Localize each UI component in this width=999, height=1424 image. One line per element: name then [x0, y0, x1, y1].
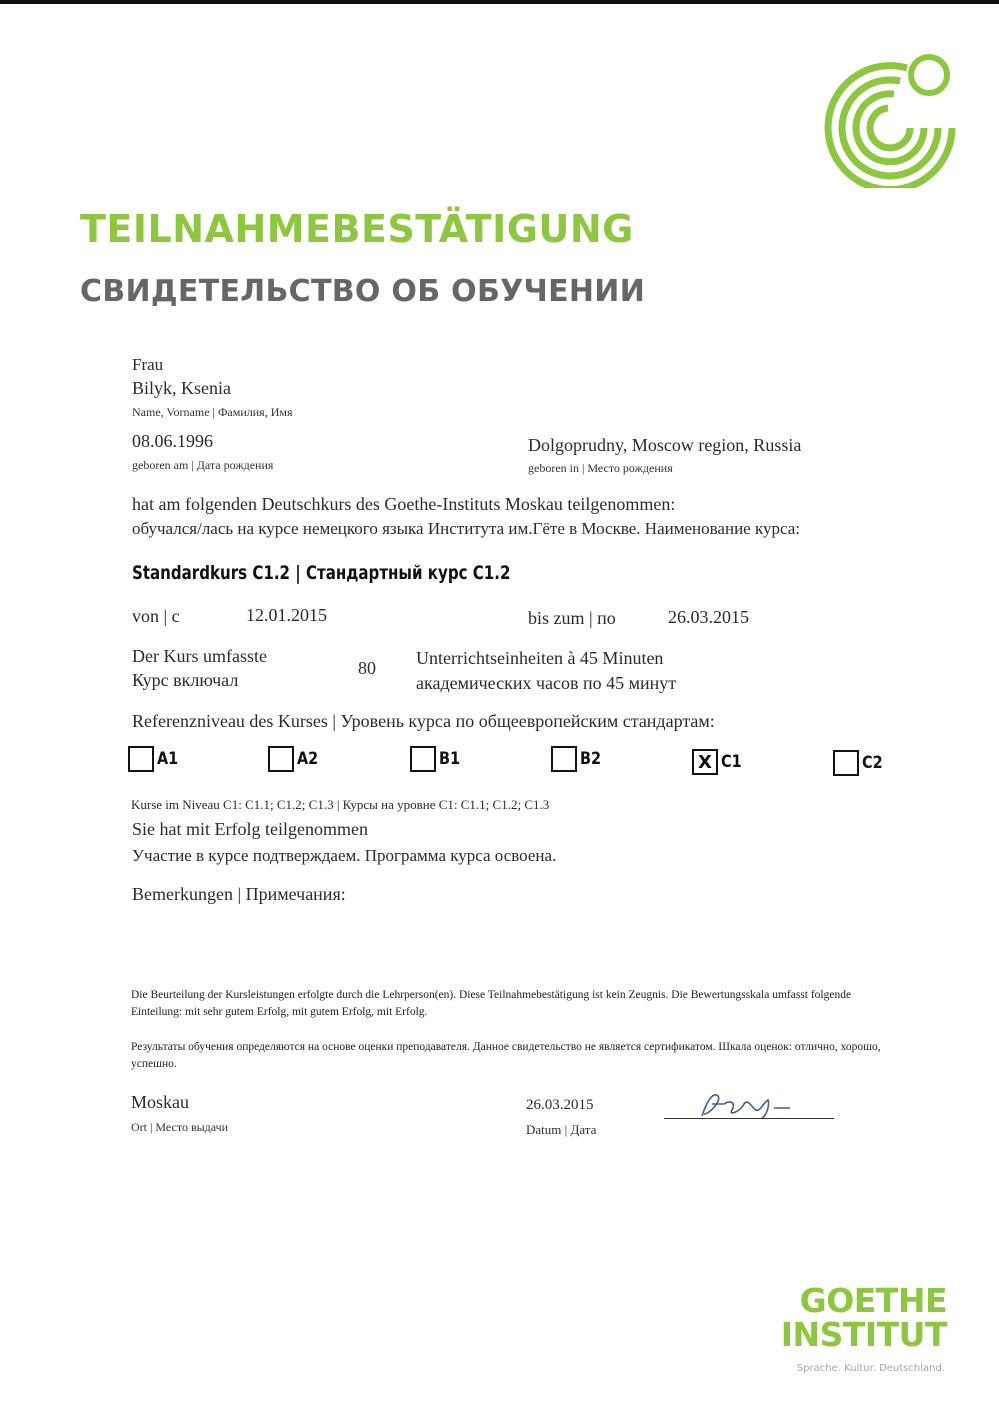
title-russian: СВИДЕТЕЛЬСТВО ОБ ОБУЧЕНИИ	[80, 274, 646, 309]
goethe-logo-icon	[812, 48, 957, 188]
units-text-german: Unterrichtseinheiten à 45 Minuten	[416, 648, 664, 668]
top-border	[0, 0, 999, 4]
birth-date: 08.06.1996	[132, 431, 213, 451]
level-a1-label: A1	[157, 749, 179, 769]
name-label: Name, Vorname | Фамилия, Имя	[132, 405, 293, 419]
issue-date-label: Datum | Дата	[526, 1122, 597, 1137]
level-c2-label: C2	[862, 753, 883, 773]
goethe-institut-wordmark	[780, 1281, 947, 1354]
to-date: 26.03.2015	[668, 607, 749, 627]
issue-place: Moskau	[131, 1092, 189, 1112]
issue-date: 26.03.2015	[526, 1097, 594, 1113]
level-a2-checkbox	[268, 746, 294, 772]
scope-label-german: Der Kurs umfasste	[132, 646, 267, 666]
signature-line	[664, 1118, 834, 1119]
level-label: Referenzniveau des Kurses | Уровень курса по общеевропейским стандартам:	[132, 711, 715, 731]
level-a2	[268, 745, 322, 773]
wordmark-line-2: INSTITUT	[780, 1315, 947, 1354]
level-b2-checkbox	[551, 746, 577, 772]
level-b1-label: B1	[439, 749, 461, 769]
birth-date-label: geboren am | Дата рождения	[132, 458, 274, 472]
level-c1-checkbox: X	[692, 749, 718, 775]
birth-place: Dolgoprudny, Moscow region, Russia	[528, 435, 802, 455]
fine-print-german: Die Beurteilung der Kursleistungen erfolgte durch die Lehrperson(en). Diese Teilnahmebestätigung ist kein Zeugnis. Die Bewertungsskala umfasst folgende Einteilung: mit sehr gutem Erfolg, mit gutem Erfolg, mit Erfolg.	[131, 989, 852, 1018]
salutation: Frau	[132, 355, 164, 374]
to-label: bis zum | по	[528, 608, 616, 628]
course-intro-russian: обучался/лась на курсе немецкого языка Института им.Гёте в Москве. Наименование курса:	[132, 519, 801, 538]
result-russian: Участие в курсе подтверждаем. Программа курса освоена.	[132, 846, 557, 865]
birth-place-label: geboren in | Место рождения	[528, 461, 673, 475]
from-date: 12.01.2015	[246, 605, 327, 625]
remarks-label: Bemerkungen | Примечания:	[132, 884, 346, 904]
level-c2	[833, 749, 886, 777]
level-b1-checkbox	[410, 746, 436, 772]
wordmark-line-1: GOETHE	[799, 1281, 947, 1320]
result-german: Sie hat mit Erfolg teilgenommen	[132, 819, 368, 839]
level-b2-label: B2	[580, 749, 602, 769]
level-c1	[692, 748, 745, 776]
level-a1-checkbox	[128, 746, 154, 772]
sublevels-note: Kurse im Niveau C1: C1.1; C1.2; C1.3 | Курсы на уровне C1: C1.1; C1.2; C1.3	[131, 797, 550, 812]
signature-icon	[690, 1090, 800, 1120]
person-name: Bilyk, Ksenia	[132, 378, 231, 398]
units-text-russian: академических часов по 45 минут	[416, 673, 677, 693]
brand-tagline: Sprache. Kultur. Deutschland.	[796, 1363, 945, 1374]
units-count: 80	[358, 658, 376, 678]
scope-label-russian: Курс включал	[132, 670, 239, 690]
level-a1	[128, 745, 182, 773]
course-name: Standardkurs C1.2 | Стандартный курс C1.2	[132, 562, 511, 584]
issue-place-label: Ort | Место выдачи	[131, 1120, 229, 1134]
level-c2-checkbox	[833, 750, 859, 776]
fine-print-russian: Результаты обучения определяются на основе оценки преподавателя. Данное свидетельство не является сертификатом. Шкала оценок: отлично, хорошо, успешно.	[131, 1041, 881, 1070]
level-a2-label: A2	[297, 749, 319, 769]
level-c1-label: C1	[721, 752, 742, 772]
from-label: von | с	[132, 606, 180, 626]
level-b1	[410, 745, 464, 773]
title-german: TEILNAHMEBESTÄTIGUNG	[80, 207, 634, 251]
level-b2	[551, 745, 605, 773]
course-intro-german: hat am folgenden Deutschkurs des Goethe-Instituts Moskau teilgenommen:	[132, 494, 676, 514]
